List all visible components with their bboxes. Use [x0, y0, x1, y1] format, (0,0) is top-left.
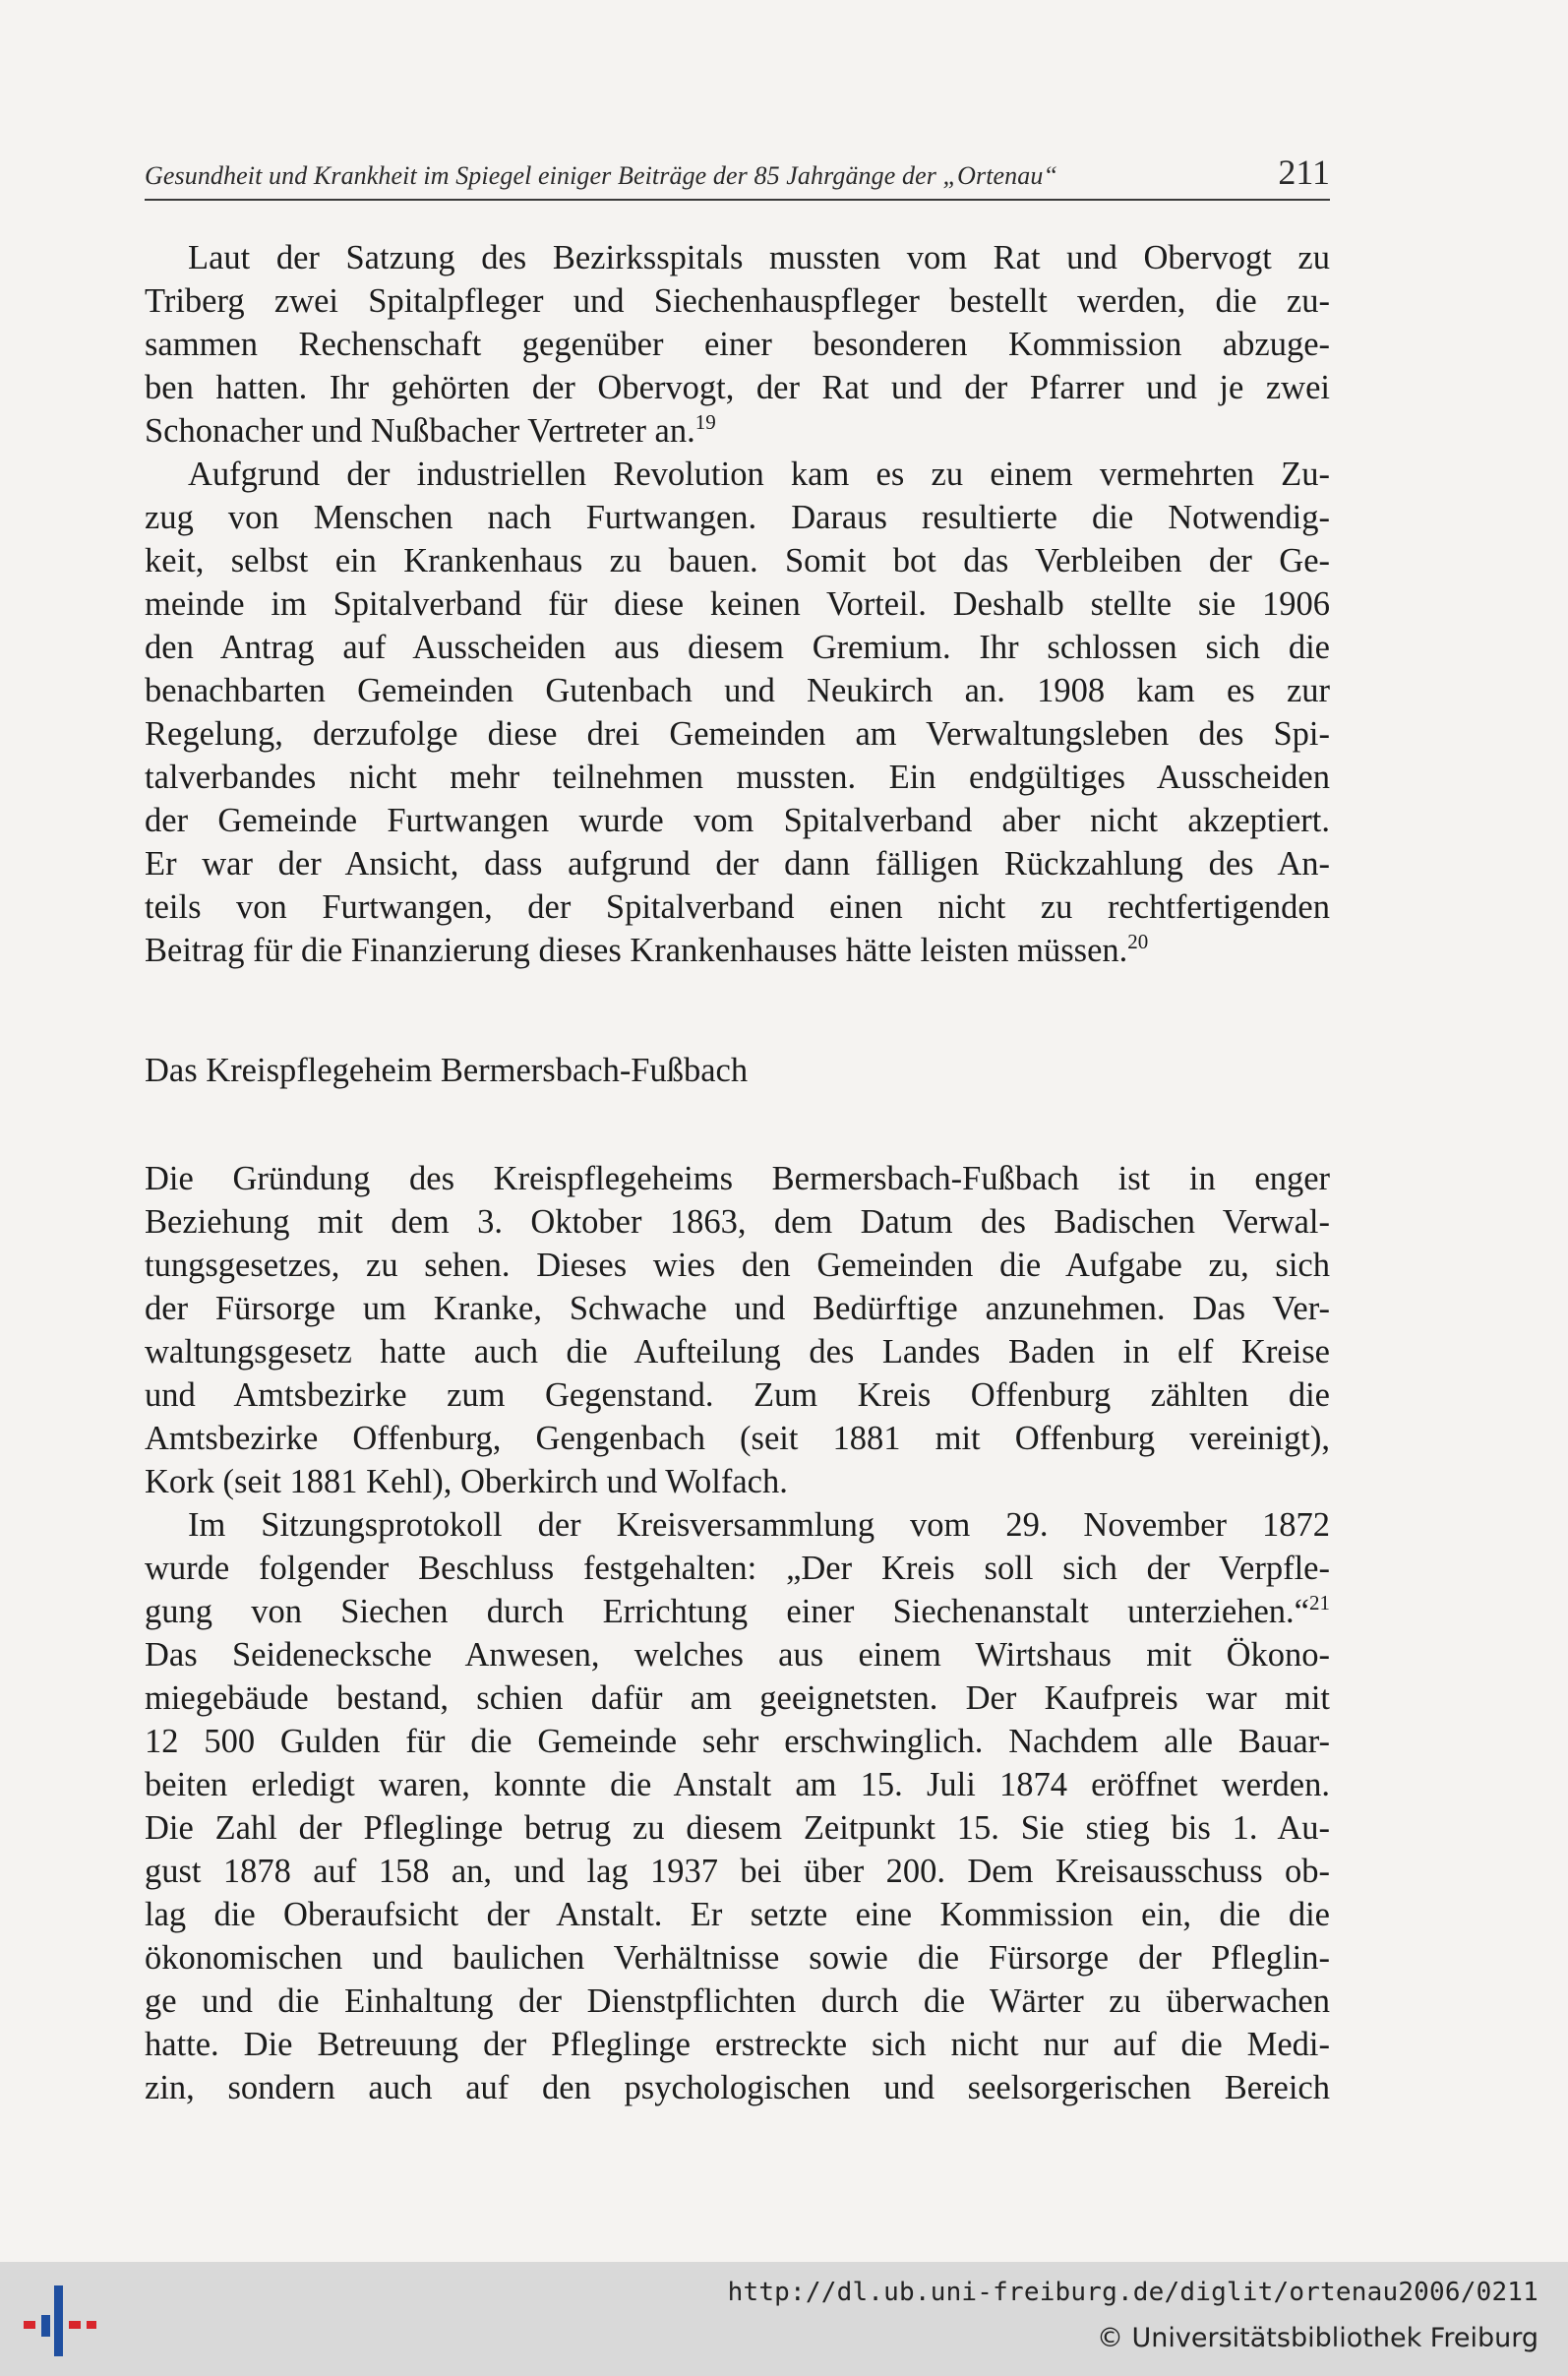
text-line: gust 1878 auf 158 an, und lag 1937 bei über 200. Dem Kreisausschuss ob- — [145, 1853, 1330, 1890]
text-line: benachbarten Gemeinden Gutenbach und Neukirch an. 1908 kam es zur — [145, 672, 1330, 709]
text-line: sammen Rechenschaft gegenüber einer besonderen Kommission abzuge- — [145, 326, 1330, 363]
text-line: keit, selbst ein Krankenhaus zu bauen. Somit bot das Verbleiben der Ge- — [145, 542, 1330, 579]
text-line: zin, sondern auch auf den psychologischen und seelsorgerischen Bereich — [145, 2069, 1330, 2106]
text-line: beiten erledigt waren, konnte die Anstalt am 15. Juli 1874 eröffnet werden. — [145, 1766, 1330, 1803]
section-spacer — [145, 1092, 1330, 1157]
footer-bar — [0, 2262, 1568, 2376]
text-line: Er war der Ansicht, dass aufgrund der dann fälligen Rückzahlung des An- — [145, 845, 1330, 883]
text-line: Regelung, derzufolge diese drei Gemeinden am Verwaltungsleben des Spi- — [145, 715, 1330, 753]
body-text — [145, 236, 1330, 2109]
text-line: tungsgesetzes, zu sehen. Dieses wies den Gemeinden die Aufgabe zu, sich — [145, 1247, 1330, 1284]
university-library-logo-icon[interactable] — [22, 2282, 100, 2360]
text-line: meinde im Spitalverband für diese keinen Vorteil. Deshalb stellte sie 1906 — [145, 585, 1330, 623]
text-line: ökonomischen und baulichen Verhältnisse sowie die Fürsorge der Pfleglin- — [145, 1939, 1330, 1977]
footnote-marker: 21 — [1309, 1591, 1330, 1614]
copyright-notice: © Universitätsbibliothek Freiburg — [1096, 2323, 1538, 2353]
text-line: wurde folgender Beschluss festgehalten: „Der Kreis soll sich der Verpfle- — [145, 1550, 1330, 1587]
text-line: ge und die Einhaltung der Dienstpflichten durch die Wärter zu überwachen — [145, 1982, 1330, 2020]
footnote-marker: 19 — [694, 410, 716, 434]
text-line: Amtsbezirke Offenburg, Gengenbach (seit 1881 mit Offenburg vereinigt), — [145, 1420, 1330, 1457]
text-line: Die Gründung des Kreispflegeheims Bermersbach-Fußbach ist in enger — [145, 1160, 1330, 1197]
text-line: Im Sitzungsprotokoll der Kreisversammlung vom 29. November 1872 — [188, 1506, 1330, 1544]
text-line: Kork (seit 1881 Kehl), Oberkirch und Wolfach. — [145, 1463, 788, 1500]
text-line: und Amtsbezirke zum Gegenstand. Zum Kreis Offenburg zählten die — [145, 1376, 1330, 1414]
text-line: Das Seidenecksche Anwesen, welches aus einem Wirtshaus mit Ökono- — [145, 1636, 1330, 1674]
permalink-url[interactable]: http://dl.ub.uni-freiburg.de/diglit/ortenau2006/0211 — [727, 2278, 1538, 2307]
text-line: ben hatten. Ihr gehörten der Obervogt, der Rat und der Pfarrer und je zwei — [145, 369, 1330, 406]
footnote-marker: 20 — [1127, 930, 1149, 953]
text-line: hatte. Die Betreuung der Pfleglinge erstreckte sich nicht nur auf die Medi- — [145, 2026, 1330, 2063]
text-line: talverbandes nicht mehr teilnehmen mussten. Ein endgültiges Ausscheiden — [145, 759, 1330, 796]
text-line: Laut der Satzung des Bezirksspitals mussten vom Rat und Obervogt zu — [188, 239, 1330, 276]
text-line-content: Beitrag für die Finanzierung dieses Krankenhauses hätte leisten müssen. — [145, 932, 1128, 969]
section-spacer — [145, 972, 1330, 1049]
text-line: teils von Furtwangen, der Spitalverband einen nicht zu rechtfertigenden — [145, 888, 1330, 926]
text-line: den Antrag auf Ausscheiden aus diesem Gremium. Ihr schlossen sich die — [145, 629, 1330, 666]
text-line: Beziehung mit dem 3. Oktober 1863, dem Datum des Badischen Verwal- — [145, 1203, 1330, 1241]
section-heading: Das Kreispflegeheim Bermersbach-Fußbach — [145, 1052, 749, 1089]
text-line: lag die Oberaufsicht der Anstalt. Er setzte eine Kommission ein, die die — [145, 1896, 1330, 1933]
text-line: der Fürsorge um Kranke, Schwache und Bedürftige anzunehmen. Das Ver- — [145, 1290, 1330, 1327]
text-line: der Gemeinde Furtwangen wurde vom Spitalverband aber nicht akzeptiert. — [145, 802, 1330, 839]
text-line: waltungsgesetz hatte auch die Aufteilung des Landes Baden in elf Kreise — [145, 1333, 1330, 1371]
text-line-content: Schonacher und Nußbacher Vertreter an. — [145, 412, 695, 450]
text-line: zug von Menschen nach Furtwangen. Daraus resultierte die Notwendig- — [145, 499, 1330, 536]
text-line-content: gung von Siechen durch Errichtung einer Siechenanstalt unterziehen.“ — [145, 1593, 1309, 1630]
page-number: 211 — [1278, 152, 1330, 192]
text-line: 12 500 Gulden für die Gemeinde sehr erschwinglich. Nachdem alle Bauar- — [145, 1723, 1330, 1760]
running-header-title: Gesundheit und Krankheit im Spiegel einiger Beiträge der 85 Jahrgänge der „Ortenau“ — [145, 161, 1058, 190]
text-line — [145, 1590, 1330, 1633]
text-line: miegebäude bestand, schien dafür am geeignetsten. Der Kaufpreis war mit — [145, 1679, 1330, 1717]
text-line — [145, 409, 1330, 453]
running-header — [145, 148, 1330, 201]
text-line: Aufgrund der industriellen Revolution kam es zu einem vermehrten Zu- — [188, 456, 1330, 493]
text-line — [145, 929, 1330, 972]
text-line: Triberg zwei Spitalpfleger und Siechenhauspfleger bestellt werden, die zu- — [145, 282, 1330, 320]
text-line: Die Zahl der Pfleglinge betrug zu diesem Zeitpunkt 15. Sie stieg bis 1. Au- — [145, 1809, 1330, 1847]
